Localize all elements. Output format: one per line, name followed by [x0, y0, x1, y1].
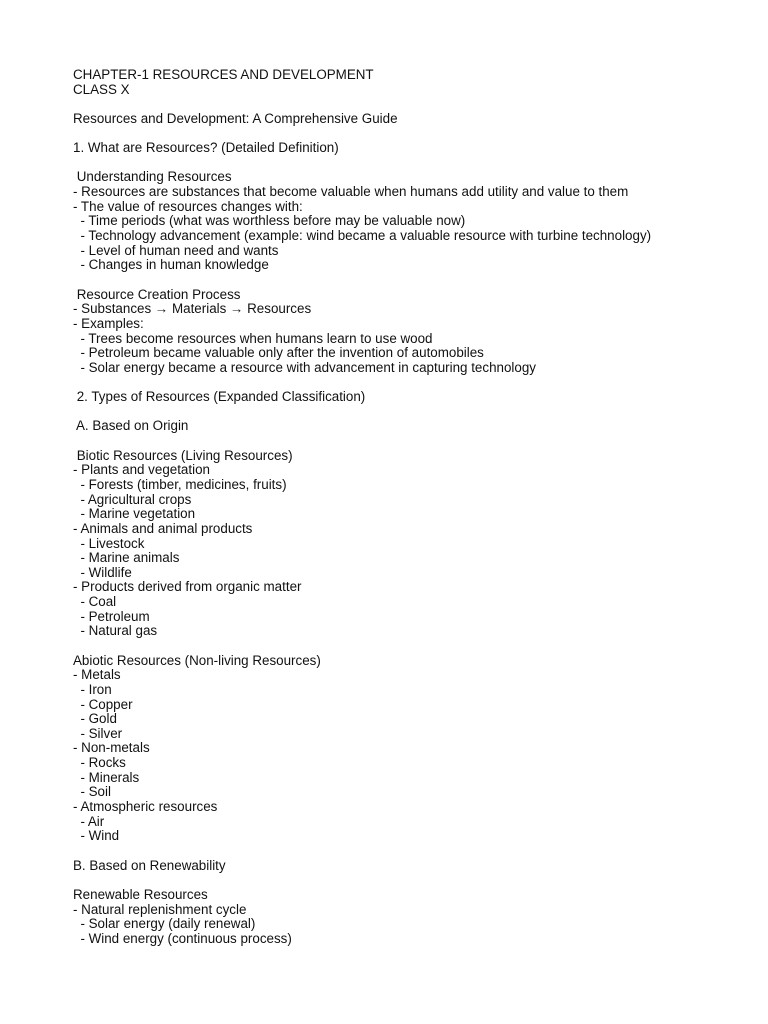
list-item: - Agricultural crops	[73, 491, 192, 507]
list-item: - Wind energy (continuous process)	[73, 930, 292, 946]
section-heading: 1. What are Resources? (Detailed Definition)	[73, 140, 339, 156]
list-item: - Forests (timber, medicines, fruits)	[73, 476, 287, 492]
subsection-heading: Resource Creation Process	[73, 286, 241, 302]
list-item: - Resources are substances that become valuable when humans add utility and value to them	[73, 184, 629, 200]
spacer	[73, 434, 753, 449]
spacer	[73, 639, 753, 654]
list-item: - Minerals	[73, 769, 140, 785]
list-item: - Iron	[73, 681, 112, 697]
subsection-heading: A. Based on Origin	[73, 418, 189, 434]
list-item: - Soil	[73, 784, 111, 800]
list-item: - Non-metals	[73, 740, 150, 756]
list-item: - Copper	[73, 696, 133, 712]
list-item: - Technology advancement (example: wind became a valuable resource with turbine technology)	[73, 228, 652, 244]
section-heading: 2. Types of Resources (Expanded Classification)	[73, 389, 366, 405]
list-item: - Natural gas	[73, 623, 158, 639]
spacer	[73, 844, 753, 859]
spacer	[73, 156, 753, 171]
list-item: - Metals	[73, 667, 121, 683]
list-item: - Atmospheric resources	[73, 799, 218, 815]
subsection-heading: Biotic Resources (Living Resources)	[73, 447, 293, 463]
list-item: - Marine vegetation	[73, 506, 196, 522]
list-item: - Rocks	[73, 755, 126, 771]
chapter-title: CHAPTER-1 RESOURCES AND DEVELOPMENT	[73, 67, 374, 82]
list-item: - The value of resources changes with:	[73, 198, 303, 214]
list-item: - Livestock	[73, 535, 145, 551]
subsection-heading: Understanding Resources	[73, 169, 232, 185]
list-item: - Wildlife	[73, 564, 132, 580]
list-item: - Petroleum	[73, 608, 150, 624]
spacer	[73, 873, 753, 888]
subsection-heading: B. Based on Renewability	[73, 857, 226, 873]
list-item: - Natural replenishment cycle	[73, 901, 247, 917]
list-item: - Solar energy (daily renewal)	[73, 916, 256, 932]
spacer	[73, 405, 753, 420]
list-item: - Air	[73, 813, 105, 829]
spacer	[73, 97, 753, 112]
list-item: - Animals and animal products	[73, 520, 253, 536]
list-item: - Solar energy became a resource with advancement in capturing technology	[73, 359, 536, 375]
subsection-heading: Abiotic Resources (Non-living Resources)	[73, 652, 321, 668]
document-page	[73, 68, 753, 946]
list-item: - Coal	[73, 594, 117, 610]
guide-title: Resources and Development: A Comprehensive Guide	[73, 110, 398, 126]
class-label: CLASS X	[73, 81, 130, 97]
subsection-heading: Renewable Resources	[73, 886, 208, 902]
list-item: - Marine animals	[73, 550, 180, 566]
list-item: - Changes in human knowledge	[73, 257, 269, 273]
list-item: - Level of human need and wants	[73, 242, 279, 258]
list-item: - Silver	[73, 725, 123, 741]
list-item: - Trees become resources when humans learn to use wood	[73, 330, 433, 346]
spacer	[73, 273, 753, 288]
list-item: - Substances → Materials → Resources	[73, 301, 312, 317]
list-item: - Time periods (what was worthless before may be valuable now)	[73, 213, 466, 229]
list-item: - Wind	[73, 828, 120, 844]
spacer	[73, 375, 753, 390]
list-item: - Gold	[73, 711, 117, 727]
list-item: - Plants and vegetation	[73, 462, 210, 478]
list-item: - Petroleum became valuable only after the invention of automobiles	[73, 345, 484, 361]
spacer	[73, 127, 753, 142]
list-item: - Examples:	[73, 315, 144, 331]
list-item: - Products derived from organic matter	[73, 579, 302, 595]
